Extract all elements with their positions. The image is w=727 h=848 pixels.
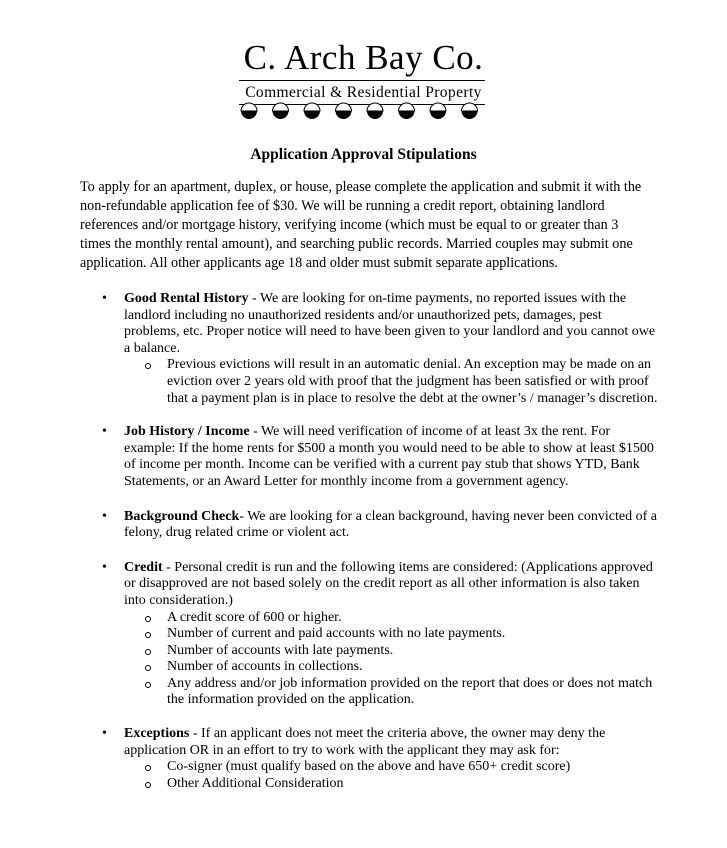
logo-dot-top [304, 103, 320, 111]
circle-bullet-icon [145, 632, 151, 638]
logo-dot-bottom [273, 111, 289, 119]
document-title: Application Approval Stipulations [250, 146, 477, 163]
logo-dot-top [367, 103, 383, 111]
sub-item: Number of accounts in collections. [124, 659, 660, 676]
sub-item: Co-signer (must qualify based on the above and have 650+ credit score) [124, 759, 660, 776]
company-name: C. Arch Bay Co. [243, 38, 484, 77]
circle-bullet-icon [145, 682, 151, 688]
logo-dot-bottom [241, 111, 257, 119]
sub-item: Number of current and paid accounts with no late payments. [124, 626, 660, 643]
section-text: - Personal credit is run and the following items are considered: (Applications approved or disapproved are not based solely on the credit report as all other information is also taken into consideration.) [124, 559, 653, 608]
logo-dot-top [336, 103, 352, 111]
circle-bullet-icon [145, 649, 151, 655]
logo-dot-top [273, 103, 289, 111]
bullet-icon: • [102, 291, 107, 306]
section-heading: Background Check [124, 508, 240, 524]
sub-item: Number of accounts with late payments. [124, 643, 660, 660]
logo-dot-bottom [367, 111, 383, 119]
logo-dot-bottom [462, 111, 478, 119]
section-job-history-income [100, 424, 660, 490]
company-tagline: Commercial & Residential Property [245, 84, 482, 101]
bullet-icon: • [102, 726, 107, 742]
sub-list [124, 610, 660, 710]
sub-item: A credit score of 600 or higher. [124, 610, 660, 627]
logo-dot-bottom [430, 111, 446, 119]
stipulations-list [100, 291, 660, 808]
section-text: - We are looking for a clean background, having never been convicted of a felony, drug related crime or violent act. [124, 508, 657, 541]
section-text: - We are looking for on-time payments, no reported issues with the landlord including no unauthorized residents and/or unauthorized pets, damages, pest problems, etc. Proper notice will need to have been given to your landlord and you cannot owe a balance. [124, 291, 656, 356]
sub-list [124, 357, 660, 407]
section-good-rental-history [100, 291, 660, 407]
bullet-icon: • [102, 424, 107, 440]
logo-rule-top [239, 80, 485, 81]
section-heading: Credit [124, 559, 163, 575]
section-heading: Exceptions [124, 726, 190, 742]
logo-dot-top [241, 103, 257, 111]
section-heading: Good Rental History [124, 291, 249, 306]
bullet-icon: • [102, 559, 107, 575]
section-heading: Job History / Income [124, 424, 250, 440]
circle-bullet-icon [145, 665, 151, 671]
section-text: - We will need verification of income of at least 3x the rent. For example: If the home rents for $500 a month you would need to be able to show at least $1500 of income per month. Income can be verified with a current pay stub that shows YTD, Bank Statements, or an Award Letter for monthly income from a government agency. [124, 424, 654, 489]
logo-dot-top [462, 103, 478, 111]
logo-dot-top [430, 103, 446, 111]
section-background-check [100, 509, 660, 542]
logo-dot-bottom [304, 111, 320, 119]
logo-half-circles-graphic [239, 104, 489, 124]
circle-bullet-icon [145, 363, 151, 369]
sub-item: Any address and/or job information provided on the report that does or does not match the information provided on the application. [124, 676, 660, 709]
logo-dot-bottom [336, 111, 352, 119]
logo-dot-top [399, 103, 415, 111]
circle-bullet-icon [145, 616, 151, 622]
intro-paragraph: To apply for an apartment, duplex, or house, please complete the application and submit it with the non-refundable application fee of $30. We will be running a credit report, obtaining landlord references and/or mortgage history, verifying income (which must be equal to or greater than 3 times the monthly rental amount), and searching public records. Married couples may submit one application. All other applicants age 18 and older must submit separate applications. [80, 179, 642, 271]
section-credit [100, 560, 660, 709]
section-exceptions [100, 726, 660, 792]
section-text: - If an applicant does not meet the criteria above, the owner may deny the application OR in an effort to try to work with the applicant they may ask for: [124, 726, 606, 758]
company-logo [0, 0, 727, 130]
circle-bullet-icon [145, 782, 151, 788]
sub-item: Other Additional Consideration [124, 776, 660, 793]
sub-list [124, 759, 660, 792]
sub-item: Previous evictions will result in an automatic denial. An exception may be made on an eviction over 2 years old with proof that the judgment has been satisfied or with proof that a payment plan is in place to resolve the debt at the owner’s / manager’s discretion. [124, 357, 660, 407]
circle-bullet-icon [145, 765, 151, 771]
logo-dot-bottom [399, 111, 415, 119]
bullet-icon: • [102, 508, 107, 524]
